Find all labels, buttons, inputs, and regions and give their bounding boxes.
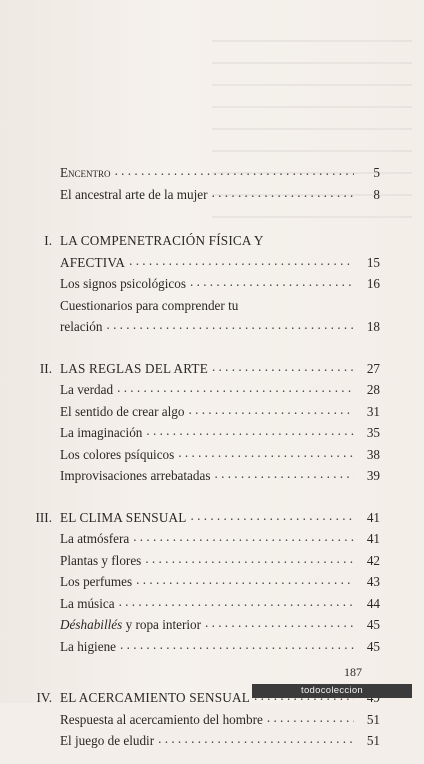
page-number: 187 (344, 665, 362, 679)
toc-entry (30, 614, 380, 636)
entry-page: 39 (366, 468, 380, 483)
leader-dots (146, 420, 354, 442)
entry-page: 5 (373, 165, 380, 180)
leader-dots (120, 634, 354, 656)
toc-entry (30, 528, 380, 550)
chapter-page: 15 (366, 254, 380, 270)
entry-title: Los signos psicológicos (60, 276, 187, 291)
leader-dots (106, 314, 354, 336)
entry-title: La atmósfera (60, 531, 130, 546)
entry-title: Encentro (60, 165, 111, 180)
table-of-contents (30, 162, 380, 764)
leader-dots (205, 612, 354, 634)
leader-dots (136, 569, 354, 591)
toc-entry (30, 550, 380, 572)
entry-title: La higiene (60, 638, 117, 654)
chapter-title: EL CLIMA SENSUAL (60, 509, 187, 525)
entry-title: Respuesta al acercamiento del hombre (60, 711, 263, 727)
entry-page: 45 (366, 617, 380, 632)
entry-title: El ancestral arte de la mujer (60, 186, 208, 202)
entry-page: 45 (366, 638, 380, 654)
toc-entry-line1 (30, 295, 380, 317)
entry-page: 51 (366, 711, 380, 727)
toc-chapter-2 (30, 358, 380, 487)
chapter-number: IV. (36, 690, 52, 705)
entry-page: 38 (366, 446, 380, 462)
chapter-page: 27 (366, 360, 380, 376)
leader-dots (158, 728, 354, 750)
entry-page: 35 (366, 425, 380, 440)
leader-dots (191, 505, 354, 527)
chapter-title: EL ACERCAMIENTO SENSUAL (60, 690, 250, 705)
entry-page: 16 (366, 276, 380, 291)
entry-page: 28 (366, 382, 380, 397)
leader-dots (115, 160, 354, 182)
leader-dots (189, 399, 355, 421)
chapter-title-continued: AFECTIVA (60, 254, 126, 270)
leader-dots (212, 356, 354, 378)
entry-title: El sentido de crear algo (60, 403, 185, 419)
chapter-number: II. (39, 360, 52, 376)
entry-page: 42 (366, 552, 380, 568)
entry-title: La imaginación (60, 425, 143, 440)
entry-page: 41 (366, 531, 380, 546)
entry-title: Los perfumes (60, 574, 133, 589)
toc-entry (30, 636, 380, 658)
toc-entry-line2 (30, 316, 380, 338)
chapter-heading (30, 358, 380, 380)
leader-dots (215, 463, 355, 485)
toc-chapter-3 (30, 507, 380, 658)
toc-entry (30, 162, 380, 184)
entry-title-italic: Déshabillés (60, 617, 123, 632)
toc-entry (30, 379, 380, 401)
leader-dots (145, 548, 354, 570)
toc-entry (30, 273, 380, 295)
leader-dots (119, 591, 354, 613)
chapter-heading-line1 (30, 230, 380, 252)
chapter-title: LAS REGLAS DEL ARTE (60, 360, 208, 376)
toc-chapter-1 (30, 230, 380, 338)
entry-page: 44 (366, 595, 380, 611)
entry-title-rest: y ropa interior (122, 617, 202, 632)
watermark-label: todocoleccion (252, 684, 412, 698)
chapter-title: LA COMPENETRACIÓN FÍSICA Y (60, 233, 264, 248)
leader-dots (212, 182, 354, 204)
toc-entry (30, 401, 380, 423)
toc-entry (30, 593, 380, 615)
leader-dots (117, 377, 354, 399)
toc-entry (30, 571, 380, 593)
entry-page: 31 (366, 403, 380, 419)
toc-entry (30, 444, 380, 466)
entry-page: 8 (373, 186, 380, 202)
leader-dots (190, 271, 354, 293)
entry-title: Improvisaciones arrebatadas (60, 468, 211, 483)
entry-title-continued: relación (60, 319, 103, 334)
leader-dots (129, 250, 354, 272)
entry-page: 51 (366, 733, 380, 748)
entry-title: La música (60, 595, 115, 611)
chapter-heading-line2 (30, 252, 380, 274)
toc-entry (30, 709, 380, 731)
entry-title: El juego de eludir (60, 733, 155, 748)
entry-title: Plantas y flores (60, 552, 142, 568)
leader-dots (178, 442, 354, 464)
chapter-number: I. (44, 233, 52, 248)
toc-entry (30, 422, 380, 444)
chapter-number: III. (35, 509, 52, 525)
entry-title: Cuestionarios para comprender tu (60, 297, 239, 313)
leader-dots (133, 526, 354, 548)
toc-entry (30, 465, 380, 487)
chapter-heading (30, 507, 380, 529)
toc-entry (30, 730, 380, 752)
entry-page: 18 (366, 319, 380, 334)
entry-page: 43 (366, 574, 380, 589)
leader-dots (267, 707, 354, 729)
toc-intro (30, 162, 380, 205)
chapter-page: 41 (366, 509, 380, 525)
entry-title (60, 614, 201, 636)
toc-entry (30, 184, 380, 206)
entry-title: La verdad (60, 382, 114, 397)
entry-title: Los colores psíquicos (60, 446, 175, 462)
